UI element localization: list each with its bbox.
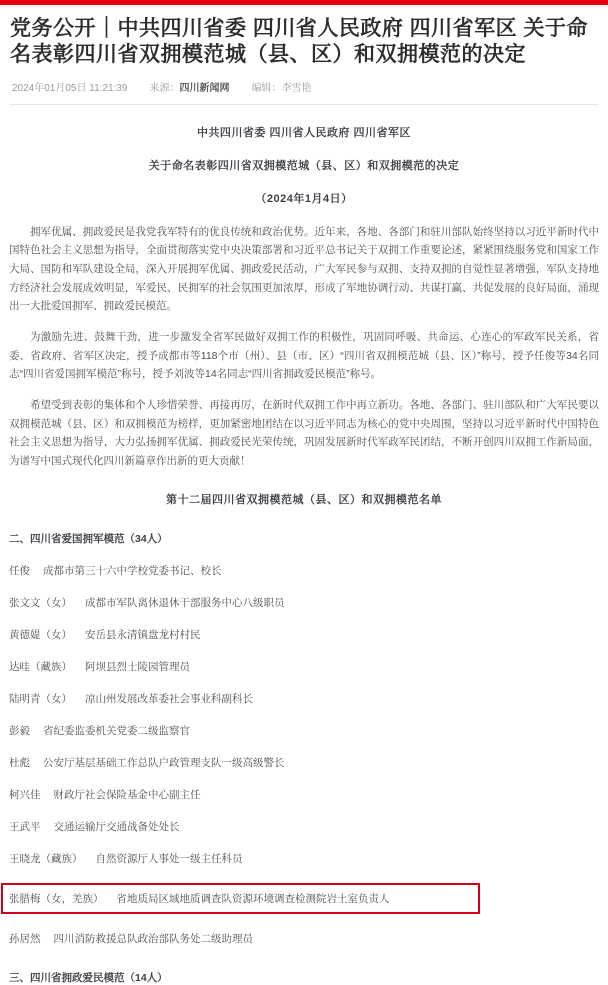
doc-heading-title: 关于命名表彰四川省双拥模范城（县、区）和双拥模范的决定 bbox=[148, 159, 460, 172]
roster-person-name: 达哇（藏族） bbox=[9, 660, 72, 673]
roster-person-name: 陆明青（女） bbox=[9, 692, 72, 705]
roster-person-name: 孙居然 bbox=[9, 932, 41, 945]
editor-field bbox=[251, 79, 311, 94]
roster-row bbox=[9, 659, 599, 674]
roster-title: 第十二届四川省双拥模范城（县、区）和双拥模范名单 bbox=[166, 493, 442, 506]
roster-person-name: 黄德媞（女） bbox=[9, 628, 72, 641]
roster-person-name: 王武平 bbox=[9, 820, 41, 833]
source-link[interactable]: 四川新闻网 bbox=[179, 82, 230, 94]
roster-person-name: 张腊梅（女，羌族） bbox=[9, 892, 104, 905]
roster-person-name: 王晓龙（藏族） bbox=[9, 852, 83, 865]
roster-person-title: 成都市第三十六中学校党委书记、校长 bbox=[43, 564, 222, 577]
roster-person-title: 交通运输厅交通战备处处长 bbox=[53, 820, 180, 833]
roster-person-name: 彭毅 bbox=[9, 724, 30, 737]
section-heading-2: 二、四川省爱国拥军模范（34人） bbox=[9, 532, 168, 545]
article-body bbox=[0, 124, 608, 985]
roster-row bbox=[9, 595, 599, 610]
doc-heading-date: （2024年1月4日） bbox=[255, 192, 353, 205]
roster-person-title: 阿坝县烈士陵园管理员 bbox=[85, 660, 190, 673]
roster-person-name: 柯兴佳 bbox=[9, 788, 41, 801]
paragraph-3: 希望受到表彰的集体和个人珍惜荣誉、再接再厉，在新时代双拥工作中再立新功。各地、各部门、驻川部队和广大军民要以双拥模范城（县、区）和双拥模范为榜样，更加紧密地团结在以习近平同志为核心的党中央周围，坚持以习近平新时代中国特色社会主义思想为指导，大力弘扬拥军优属、拥政爱民光荣传统，巩固发展新时代军政军民团结，不断开创四川双拥工作新局面，为谱写中国式现代化四川新篇章作出新的更大贡献！ bbox=[9, 399, 599, 468]
roster-person-title: 财政厅社会保险基金中心副主任 bbox=[53, 788, 201, 801]
roster-person-title: 凉山州发展改革委社会事业科副科长 bbox=[85, 692, 253, 705]
roster-row bbox=[9, 723, 599, 738]
roster-row-highlighted bbox=[1, 883, 480, 914]
roster-person-title: 安岳县永清镇盘龙村村民 bbox=[85, 628, 201, 641]
editor-name: 李雪艳 bbox=[281, 82, 312, 94]
article-header bbox=[0, 5, 608, 105]
roster-person-title: 省地质局区域地质调查队资源环境调查检测院岩土室负责人 bbox=[116, 892, 390, 905]
doc-heading-issuers: 中共四川省委 四川省人民政府 四川省军区 bbox=[196, 126, 412, 139]
roster-row bbox=[9, 755, 599, 770]
roster-person-title: 自然资源厅人事处一级主任科员 bbox=[95, 852, 243, 865]
roster-row bbox=[9, 851, 599, 866]
publish-datetime: 2024年01月05日 11:21:39 bbox=[12, 82, 128, 94]
paragraph-2: 为激励先进、鼓舞干劲，进一步激发全省军民做好双拥工作的积极性，巩固同呼吸、共命运、心连心的军政军民关系，省委、省政府、省军区决定，授予成都市等118个市（州）、县（市、区）“四川省双拥模范城（县、区）”称号，授予任俊等34名同志“四川省爱国拥军模范”称号，授予刘波等14名同志“四川省拥政爱民模范”称号。 bbox=[9, 330, 599, 381]
source-label: 来源： bbox=[149, 82, 180, 94]
roster-row bbox=[9, 691, 599, 706]
roster-person-name: 任俊 bbox=[9, 564, 30, 577]
page-title: 党务公开｜中共四川省委 四川省人民政府 四川省军区 关于命名表彰四川省双拥模范城（县、区）和双拥模范的决定 bbox=[10, 17, 589, 67]
roster-row bbox=[9, 627, 599, 642]
roster-row bbox=[9, 787, 599, 802]
paragraph-1: 拥军优属、拥政爱民是我党我军特有的优良传统和政治优势。近年来，各地、各部门和驻川部队始终坚持以习近平新时代中国特色社会主义思想为指导，全面贯彻落实党中央决策部署和习近平总书记关于双拥工作重要论述，紧紧围绕服务党和国家工作大局、国防和军队建设全局，深入开展拥军优属、拥政爱民活动，广大军民参与双拥、支持双拥的自觉性显著增强，军队支持地方经济社会发展成效明显，军爱民、民拥军的社会氛围更加浓厚，形成了军地协调行动、共谋打赢、共促发展的良好局面，涌现出一大批爱国拥军、拥政爱民模范。 bbox=[9, 225, 599, 313]
roster-person-name: 张文文（女） bbox=[9, 596, 72, 609]
roster-person-title: 成都市军队离休退休干部服务中心八级职员 bbox=[85, 596, 285, 609]
source-field bbox=[149, 79, 229, 94]
roster-row bbox=[9, 931, 599, 946]
roster-person-title: 四川消防救援总队政治部队务处二级助理员 bbox=[53, 932, 253, 945]
editor-label: 编辑： bbox=[251, 82, 282, 94]
roster-person-title: 省纪委监委机关党委二级监察官 bbox=[43, 724, 190, 737]
article-meta bbox=[10, 77, 598, 105]
roster-person-name: 杜彪 bbox=[9, 756, 30, 769]
section-heading-3: 三、四川省拥政爱民模范（14人） bbox=[9, 971, 168, 984]
roster-list bbox=[9, 563, 599, 946]
roster-row bbox=[9, 563, 599, 578]
roster-person-title: 公安厅基层基础工作总队户政管理支队一级高级警长 bbox=[43, 756, 285, 769]
roster-row bbox=[9, 819, 599, 834]
